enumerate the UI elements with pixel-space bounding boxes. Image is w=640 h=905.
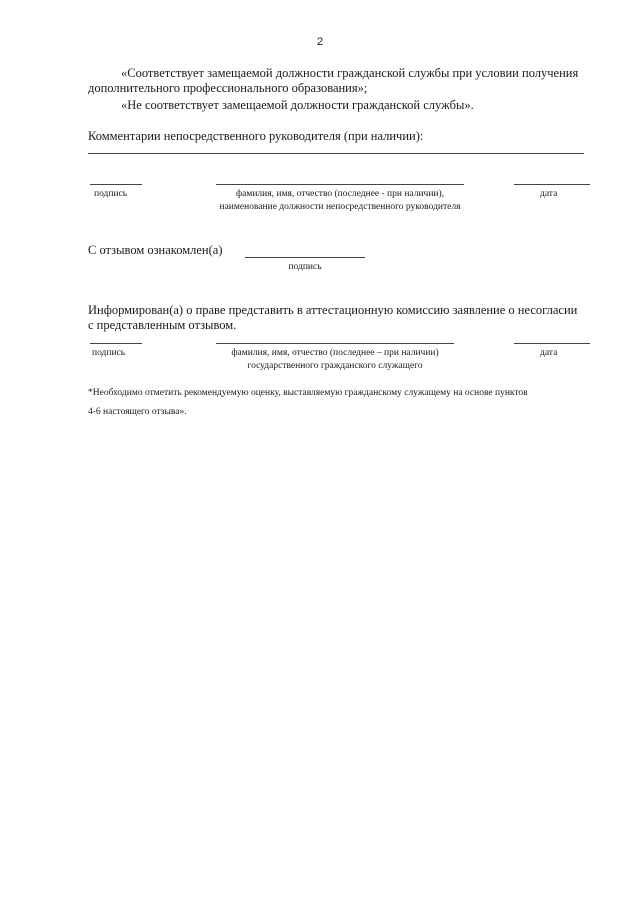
- option-not-match: «Не соответствует замещаемой должности гражданской службы».: [121, 98, 474, 112]
- manager-signature-line[interactable]: [90, 184, 142, 185]
- option-conditional: «Соответствует замещаемой должности гражданской службы при условии получения: [121, 66, 579, 80]
- manager-name-label-1: фамилия, имя, отчество (последнее - при наличии),: [235, 189, 445, 199]
- employee-signature-line[interactable]: [90, 343, 142, 344]
- employee-date-label: дата: [540, 348, 558, 358]
- acquainted-signature-line[interactable]: [245, 257, 365, 258]
- employee-name-label-1: фамилия, имя, отчество (последнее – при наличии): [231, 348, 439, 358]
- footnote-line1: *Необходимо отметить рекомендуемую оценку, выставляемую гражданскому служащему на основе пунктов: [88, 388, 528, 398]
- informed-text-line2: с представленным отзывом.: [88, 318, 237, 332]
- acquainted-label: С отзывом ознакомлен(а): [88, 243, 223, 257]
- manager-date-line[interactable]: [514, 184, 590, 185]
- employee-name-label-2: государственного гражданского служащего: [247, 361, 423, 371]
- manager-signature-label: подпись: [94, 189, 128, 199]
- manager-name-line[interactable]: [216, 184, 464, 185]
- comments-line[interactable]: [88, 153, 584, 154]
- manager-date-label: дата: [540, 189, 558, 199]
- option-conditional-continuation: дополнительного профессионального образования»;: [88, 81, 368, 95]
- employee-date-line[interactable]: [514, 343, 590, 344]
- informed-text-line1: Информирован(а) о праве представить в аттестационную комиссию заявление о несогласии: [88, 303, 578, 317]
- manager-name-label-2: наименование должности непосредственного руководителя: [219, 202, 461, 212]
- page-number: 2: [316, 36, 324, 48]
- acquainted-signature-label: подпись: [288, 262, 322, 272]
- employee-name-line[interactable]: [216, 343, 454, 344]
- footnote-line2: 4-6 настоящего отзыва».: [88, 407, 187, 417]
- comments-label: Комментарии непосредственного руководителя (при наличии):: [88, 129, 424, 143]
- employee-signature-label: подпись: [92, 348, 126, 358]
